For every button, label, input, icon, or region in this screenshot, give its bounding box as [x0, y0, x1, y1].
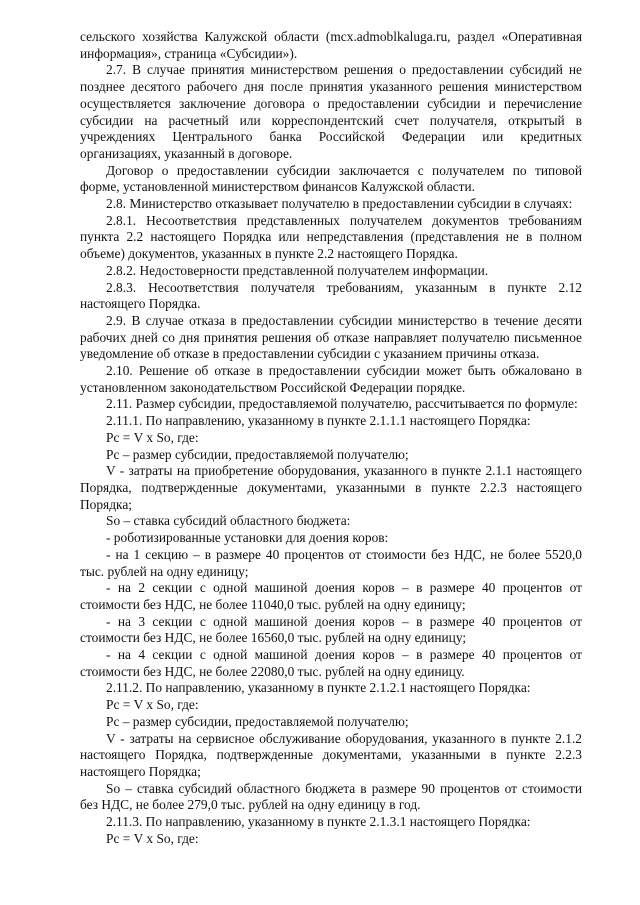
formula-definition: Рс – размер субсидии, предоставляемой получателю; — [106, 446, 409, 462]
formula-line: Рс = V x So, где: — [106, 697, 199, 713]
paragraph-2-7: 2.7. В случае принятия министерством решения о предоставлении субсидий не позднее десятого рабочего дня после принятия указанного решения министерством осуществляется заключение договора о предоставлении субсидии и перечисление субсидии на расчетный или корреспондентский счет получателя, открытый в учреждениях Центрального банка Российской Федерации или кредитных организациях, указанный в договоре. — [80, 62, 582, 161]
paragraph-2-11-3: 2.11.3. По направлению, указанному в пункте 2.1.3.1 настоящего Порядка: — [106, 814, 531, 830]
paragraph-2-11-2: 2.11.2. По направлению, указанному в пункте 2.1.2.1 настоящего Порядка: — [106, 680, 531, 696]
formula-definition: So – ставка субсидий областного бюджета в размере 90 процентов от стоимости без НДС, не более 279,0 тыс. рублей на одну единицу в год. — [80, 780, 582, 813]
list-item: - на 3 секции с одной машиной доения коров – в размере 40 процентов от стоимости без НДС, не более 16560,0 тыс. рублей на одну единицу; — [80, 613, 582, 646]
formula-line: Рс = V x So, где: — [106, 429, 199, 445]
paragraph-2-8: 2.8. Министерство отказывает получателю в предоставлении субсидии в случаях: — [106, 196, 573, 212]
paragraph-2-8-1: 2.8.1. Несоответствия представленных получателем документов требованиям пункта 2.2 настоящего Порядка или непредставления (представления не в полном объеме) документов, указанных в пункте 2.2 настоящего Порядка. — [80, 212, 582, 262]
list-item: - на 2 секции с одной машиной доения коров – в размере 40 процентов от стоимости без НДС, не более 11040,0 тыс. рублей на одну единицу; — [80, 580, 582, 612]
list-item: - на 4 секции с одной машиной доения коров – в размере 40 процентов от стоимости без НДС, не более 22080,0 тыс. рублей на одну единицу. — [80, 647, 582, 679]
paragraph-2-9: 2.9. В случае отказа в предоставлении субсидии министерство в течение десяти рабочих дней со дня принятия решения об отказе направляет получателю письменное уведомление об отказе в предоставлении субсидии с указанием причины отказа. — [80, 312, 582, 362]
list-item: - роботизированные установки для доения коров: — [106, 530, 389, 546]
document-body — [80, 29, 582, 847]
paragraph-2-11-1: 2.11.1. По направлению, указанному в пункте 2.1.1.1 настоящего Порядка: — [106, 413, 531, 429]
formula-definition: V - затраты на сервисное обслуживание оборудования, указанного в пункте 2.1.2 настоящего Порядка, подтвержденные документами, указанными в пункте 2.2.3 настоящего Порядка; — [80, 730, 582, 779]
formula-line: Рс = V x So, где: — [106, 830, 199, 846]
formula-definition: So – ставка субсидий областного бюджета: — [106, 513, 351, 529]
formula-definition: V - затраты на приобретение оборудования, указанного в пункте 2.1.1 настоящего Порядка, подтвержденные документами, указанными в пункте 2.2.3 настоящего Порядка; — [80, 463, 582, 512]
paragraph-continuation: сельского хозяйства Калужской области (mcx.admoblkaluga.ru, раздел «Оперативная информация», страница «Субсидии»). — [80, 29, 582, 61]
formula-definition: Рс – размер субсидии, предоставляемой получателю; — [106, 713, 409, 729]
paragraph-2-8-3: 2.8.3. Несоответствия получателя требованиям, указанным в пункте 2.12 настоящего Порядка. — [80, 279, 582, 312]
paragraph-2-10: 2.10. Решение об отказе в предоставлении субсидии может быть обжаловано в установленном законодательством Российской Федерации порядке. — [80, 363, 582, 395]
paragraph-contract-form: Договор о предоставлении субсидии заключается с получателем по типовой форме, установленной министерством финансов Калужской области. — [80, 162, 582, 195]
list-item: - на 1 секцию – в размере 40 процентов от стоимости без НДС, не более 5520,0 тыс. рублей на одну единицу; — [80, 546, 582, 579]
paragraph-2-8-2: 2.8.2. Недостоверности представленной получателем информации. — [106, 262, 489, 278]
paragraph-2-11: 2.11. Размер субсидии, предоставляемой получателю, рассчитывается по формуле: — [106, 396, 578, 412]
